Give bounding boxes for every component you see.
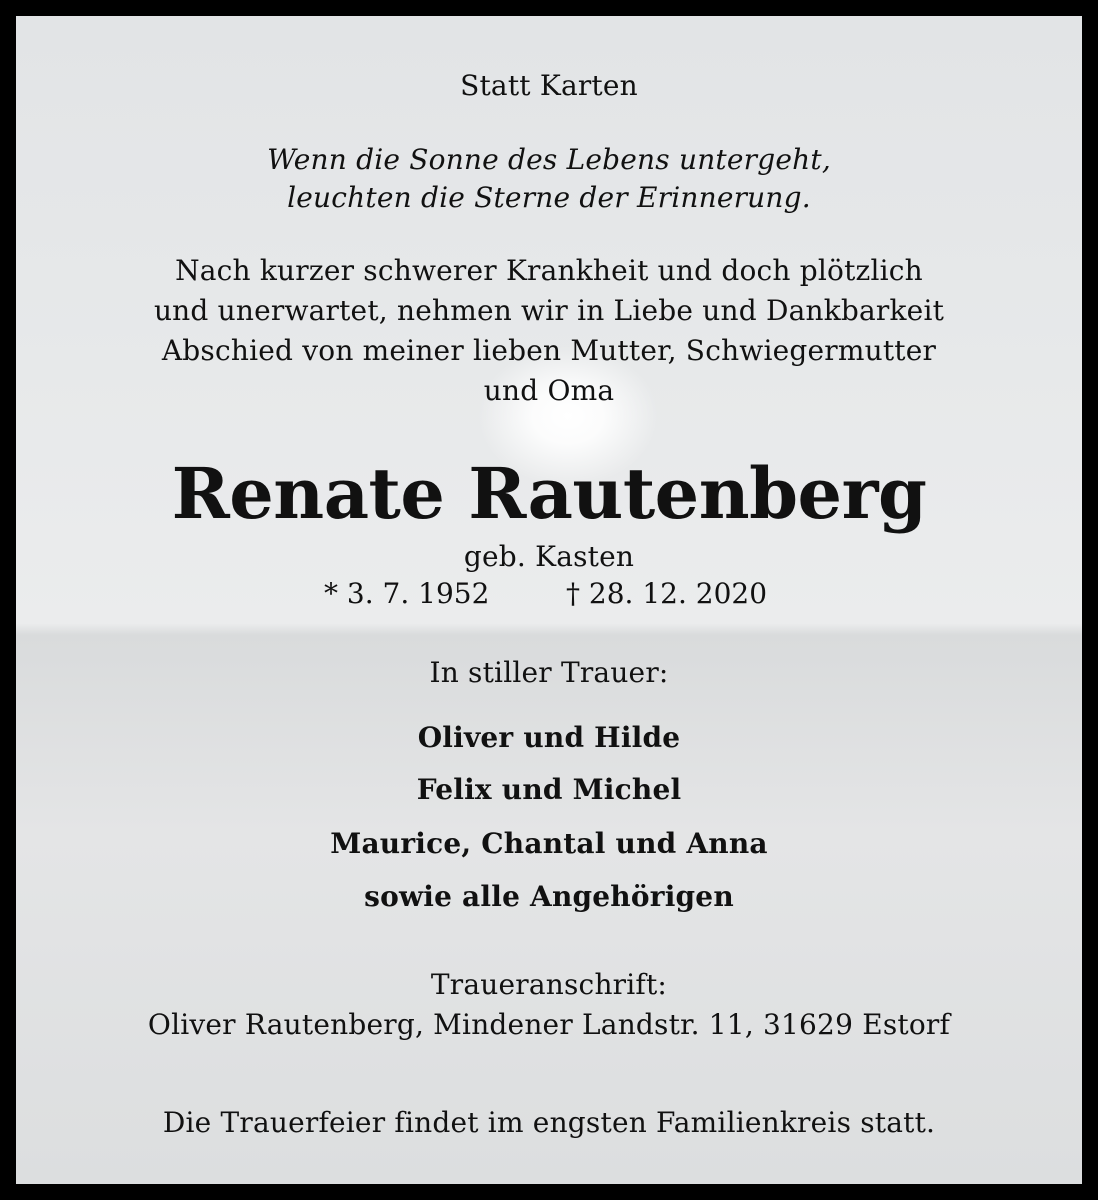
mourners-intro: In stiller Trauer: bbox=[429, 656, 669, 689]
quote-line-1: Wenn die Sonne des Lebens untergeht, bbox=[267, 143, 831, 176]
address-text: Oliver Rautenberg, Mindener Landstr. 11, 31629 Estorf bbox=[147, 1008, 951, 1041]
quote-line-2: leuchten die Sterne der Erinnerung. bbox=[287, 181, 811, 214]
intro-line-3: Abschied von meiner lieben Mutter, Schwiegermutter bbox=[161, 334, 937, 367]
intro-line-4: und Oma bbox=[483, 374, 615, 407]
footer-text: Die Trauerfeier findet im engsten Familienkreis statt. bbox=[162, 1106, 936, 1139]
mourner-line-3: Maurice, Chantal und Anna bbox=[330, 827, 768, 860]
header-text: Statt Karten bbox=[460, 69, 638, 102]
mourner-line-4: sowie alle Angehörigen bbox=[364, 880, 734, 913]
birth-name: geb. Kasten bbox=[463, 540, 635, 573]
death-date: † 28. 12. 2020 bbox=[566, 577, 768, 610]
birth-date: * 3. 7. 1952 bbox=[324, 577, 490, 610]
mourner-line-2: Felix und Michel bbox=[416, 773, 682, 806]
deceased-name: Renate Rautenberg bbox=[171, 452, 927, 535]
intro-line-2: und unerwartet, nehmen wir in Liebe und Dankbarkeit bbox=[153, 294, 945, 327]
intro-line-1: Nach kurzer schwerer Krankheit und doch plötzlich bbox=[175, 254, 923, 287]
mourner-line-1: Oliver und Hilde bbox=[417, 721, 681, 754]
address-label: Traueranschrift: bbox=[430, 968, 668, 1001]
